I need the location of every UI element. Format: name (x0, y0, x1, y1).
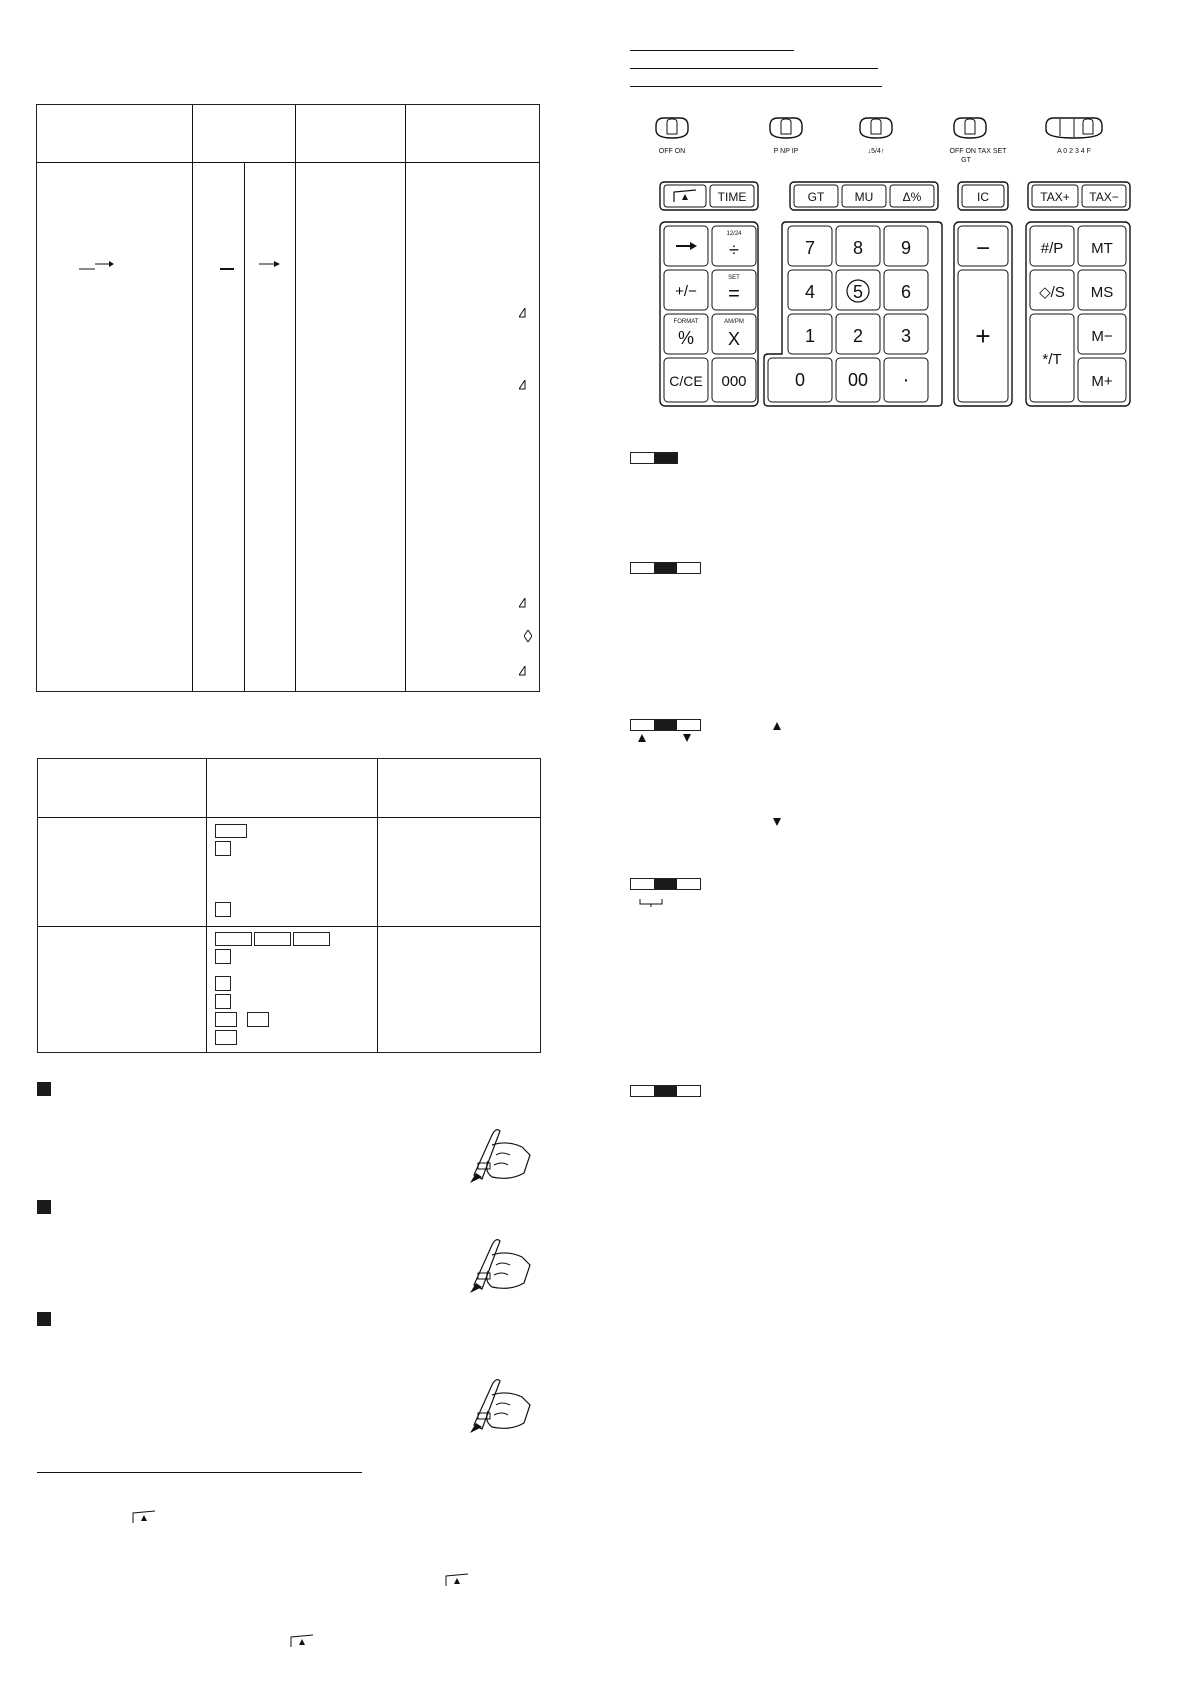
svg-text:9: 9 (900, 238, 912, 258)
switch-position-indicator (630, 562, 701, 574)
key-box (215, 932, 252, 946)
m-minus-key (1078, 314, 1126, 354)
svg-text:00: 00 (847, 370, 869, 390)
arrow-mark (79, 257, 115, 271)
percent-key (664, 314, 708, 354)
table-2 (37, 758, 541, 1053)
svg-text:A 0 2 3 4 F: A 0 2 3 4 F (1057, 148, 1091, 155)
switch-position-indicator (630, 1085, 701, 1097)
heading-rule (630, 50, 794, 51)
svg-text:OFF ON: OFF ON (658, 148, 686, 155)
svg-text:M+: M+ (1091, 373, 1113, 390)
triple-zero-key (712, 358, 756, 402)
svg-text:7: 7 (804, 238, 816, 258)
rounding-switch (860, 118, 892, 155)
key-box (215, 841, 231, 856)
svg-text:3: 3 (900, 326, 912, 346)
triangle-up-icon (773, 722, 781, 730)
tick-mark (519, 663, 527, 681)
key-box (293, 932, 330, 946)
svg-text:◇/S: ◇/S (1039, 284, 1065, 301)
svg-text:OFF ON TAX SET: OFF ON TAX SET (949, 148, 1007, 155)
svg-text:4: 4 (804, 282, 816, 302)
key-box (215, 976, 231, 991)
bracket-mark (639, 898, 663, 908)
mu-key (842, 185, 886, 207)
svg-text:%: % (677, 328, 695, 348)
tax-plus-key (1032, 185, 1078, 207)
heading-rule (630, 68, 878, 69)
plus-key (958, 270, 1008, 402)
svg-text:X: X (727, 329, 741, 349)
svg-text:Δ%: Δ% (902, 190, 922, 204)
svg-text:TIME: TIME (717, 190, 747, 204)
tick-mark (519, 377, 527, 395)
svg-text:IC: IC (977, 190, 989, 204)
tax-minus-key (1082, 185, 1126, 207)
svg-text:MS: MS (1090, 284, 1114, 301)
equals-key (712, 270, 756, 310)
svg-text:2: 2 (852, 326, 864, 346)
mode-switch (950, 118, 1008, 164)
svg-text:−: − (975, 235, 991, 262)
paper-feed-icon (132, 1510, 156, 1524)
svg-text:MT: MT (1091, 240, 1113, 257)
key-box (215, 949, 231, 964)
svg-text:÷: ÷ (729, 240, 739, 260)
print-switch (770, 118, 802, 155)
key-box (254, 932, 291, 946)
svg-text:6: 6 (900, 282, 912, 302)
section-bullet (37, 1200, 51, 1214)
dash-mark (220, 268, 234, 270)
mt-key (1078, 226, 1126, 266)
svg-text:*/T: */T (1042, 351, 1062, 368)
gt-key (794, 185, 838, 207)
svg-text:0: 0 (794, 370, 806, 390)
svg-text:+/−: +/− (675, 283, 697, 300)
section-bullet (37, 1312, 51, 1326)
svg-text:1: 1 (804, 326, 816, 346)
divide-key (712, 226, 756, 266)
number-print-key (1030, 226, 1074, 266)
tick-mark (519, 305, 527, 323)
svg-text:P NP IP: P NP IP (773, 148, 799, 155)
multiply-key (712, 314, 756, 354)
svg-text:5: 5 (852, 282, 864, 302)
svg-text:=: = (728, 283, 740, 305)
hand-pen-illustration (452, 1125, 532, 1185)
svg-text:C/CE: C/CE (669, 373, 703, 389)
key-box (215, 1030, 237, 1045)
ms-key (1078, 270, 1126, 310)
paper-feed-icon (445, 1573, 469, 1587)
ic-key (962, 185, 1004, 207)
section-divider (37, 1472, 362, 1473)
clear-entry-key (664, 358, 708, 402)
time-key (710, 185, 754, 207)
calculator-keyboard-diagram (650, 116, 1140, 412)
hand-pen-illustration (452, 1235, 532, 1295)
svg-text:M−: M− (1091, 328, 1113, 345)
total-key (1030, 314, 1074, 402)
svg-text:AM/PM: AM/PM (724, 319, 744, 325)
heading-rule (630, 86, 882, 87)
delta-percent-key (890, 185, 934, 207)
svg-text:FORMAT: FORMAT (673, 319, 699, 325)
svg-text:000: 000 (721, 373, 747, 390)
switch-position-indicator (630, 719, 701, 731)
triangle-down-icon (773, 818, 781, 826)
key-box (215, 824, 247, 838)
svg-text:+: + (975, 321, 991, 351)
triangle-up-icon (638, 734, 646, 742)
backspace-key (664, 226, 708, 266)
key-box (215, 1012, 237, 1027)
svg-text:·: · (902, 369, 910, 391)
svg-text:TAX+: TAX+ (1040, 190, 1070, 204)
triangle-down-icon (683, 734, 691, 742)
key-box (215, 994, 231, 1009)
sign-change-key (664, 270, 708, 310)
key-box (247, 1012, 269, 1027)
svg-text:8: 8 (852, 238, 864, 258)
paper-feed-icon (290, 1634, 314, 1648)
tick-mark (519, 595, 527, 613)
svg-text:GT: GT (807, 190, 825, 204)
svg-text:TAX−: TAX− (1089, 190, 1119, 204)
svg-text:#/P: #/P (1040, 240, 1064, 257)
power-switch (656, 118, 688, 155)
diamond-mark (524, 629, 532, 647)
hand-pen-illustration (452, 1375, 532, 1435)
svg-text:12/24: 12/24 (726, 231, 742, 237)
switch-position-indicator (630, 878, 701, 890)
subtotal-key (1030, 270, 1074, 310)
svg-text:↓5/4↑: ↓5/4↑ (867, 148, 885, 155)
svg-text:GT: GT (961, 157, 971, 164)
switch-position-indicator (630, 452, 678, 464)
feed-key (664, 185, 706, 207)
m-plus-key (1078, 358, 1126, 402)
section-bullet (37, 1082, 51, 1096)
arrow-mark (259, 257, 281, 271)
svg-text:MU: MU (854, 190, 874, 204)
digit-keys (768, 226, 928, 402)
svg-text:SET: SET (728, 275, 740, 281)
table-1 (36, 104, 540, 692)
minus-key (958, 226, 1008, 266)
decimal-switch (1046, 118, 1102, 155)
key-box (215, 902, 231, 917)
